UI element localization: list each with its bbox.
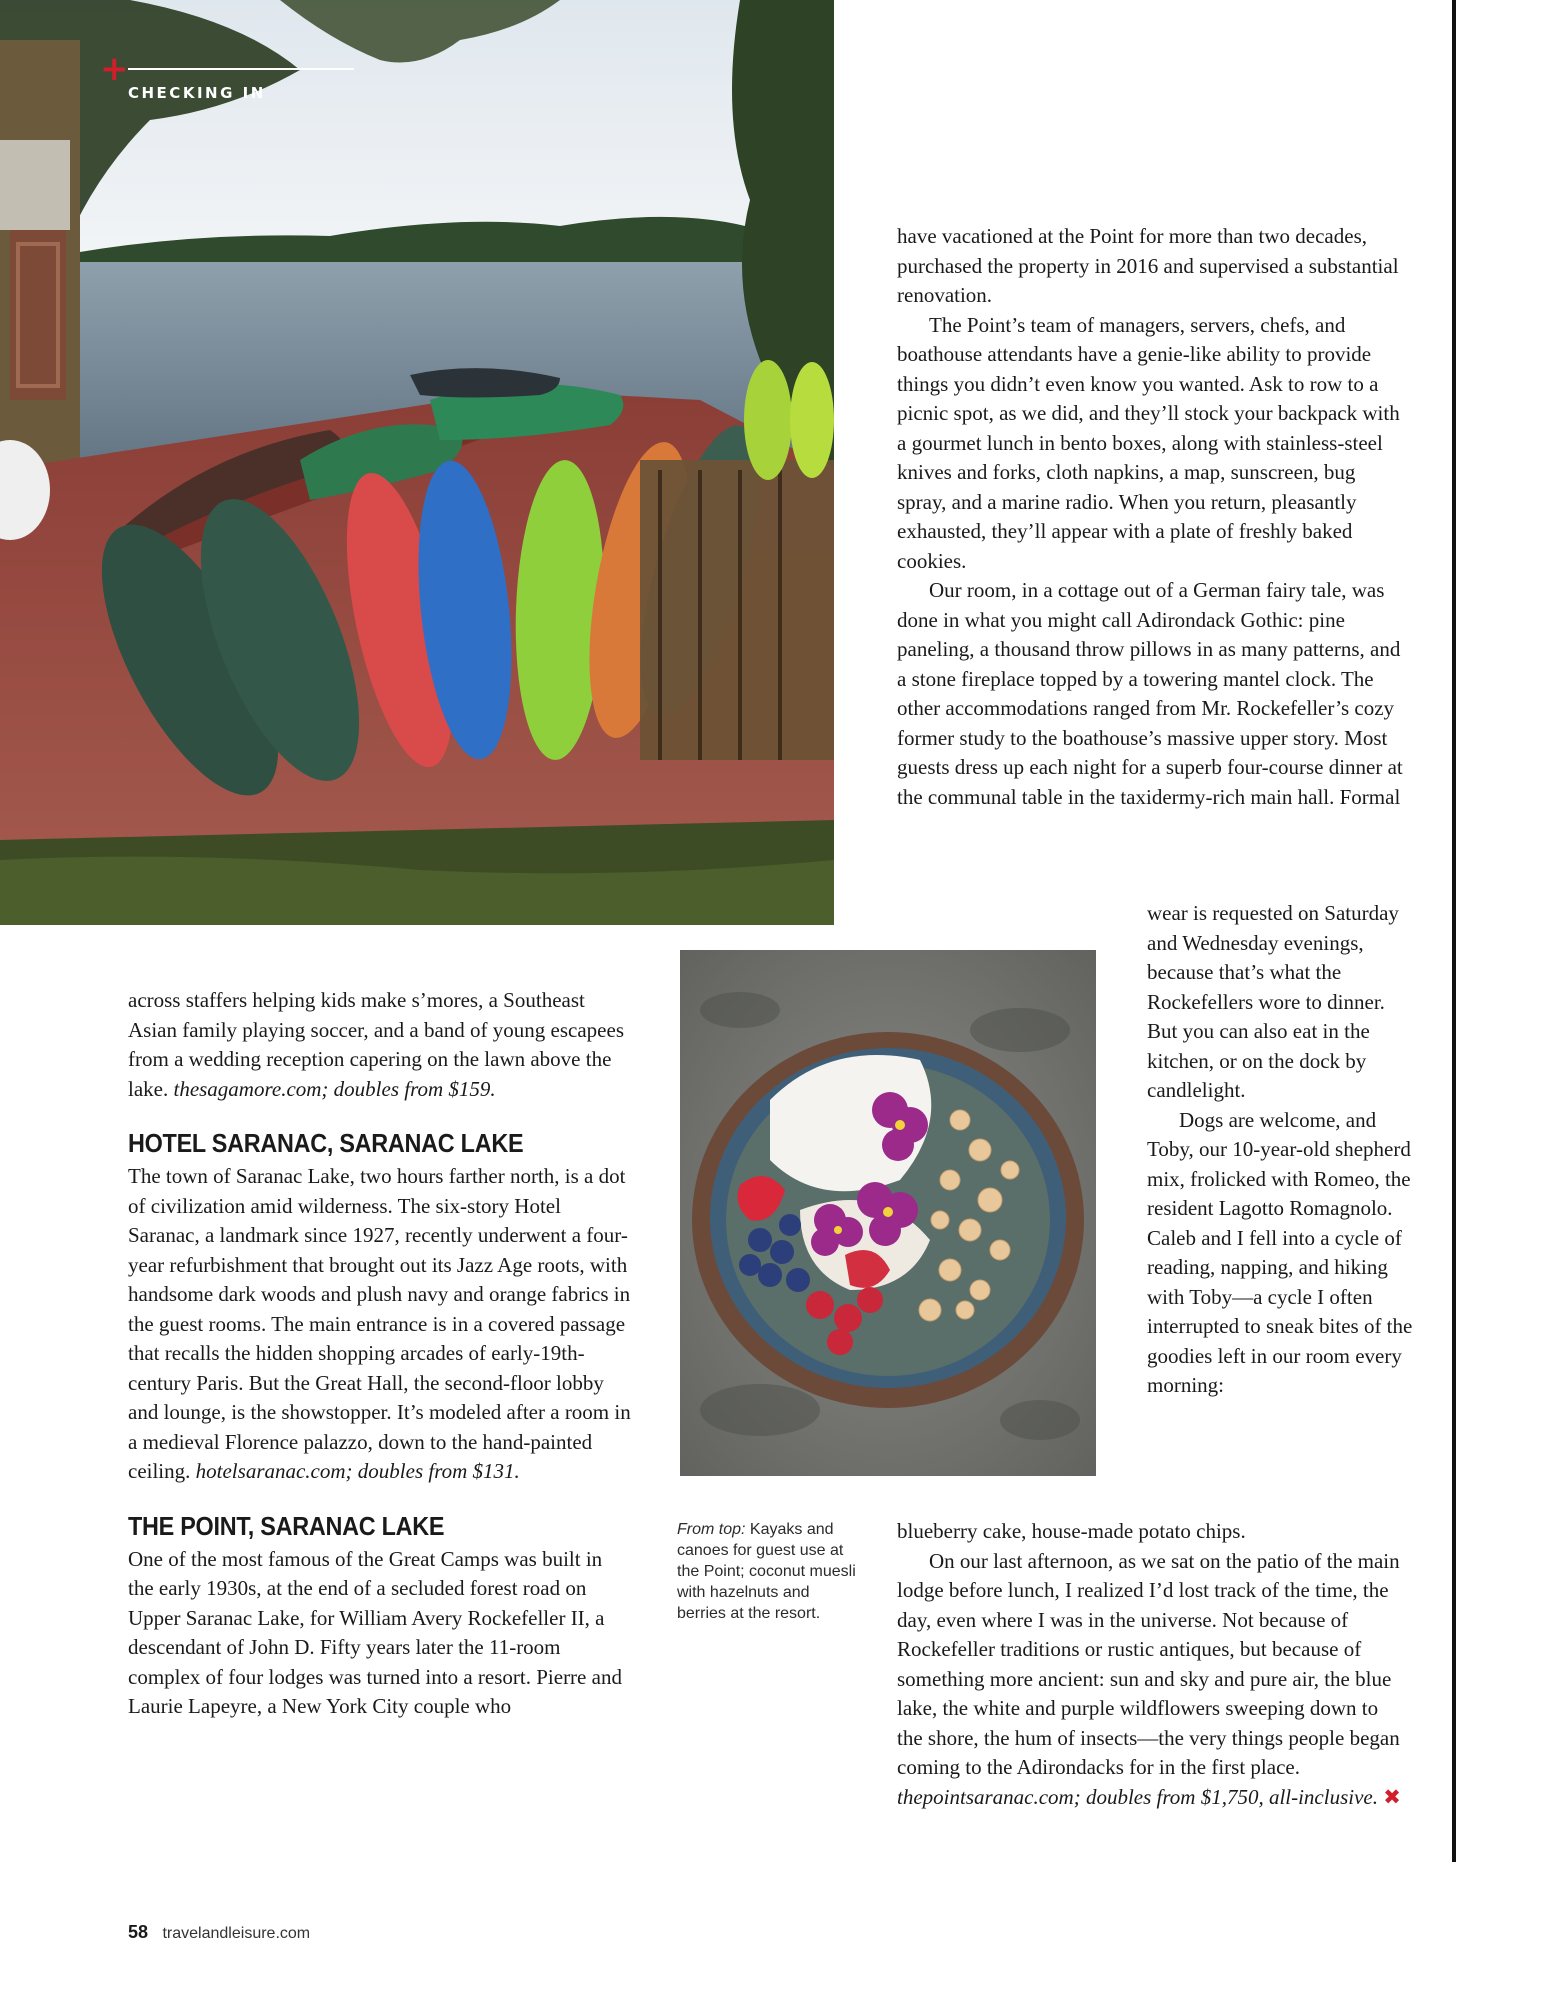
page-number: 58: [128, 1922, 149, 1942]
hotel-saranac-heading: HOTEL SARANAC, SARANAC LAKE: [128, 1128, 524, 1158]
the-point-heading: THE POINT, SARANAC LAKE: [128, 1510, 445, 1541]
paragraph-1: have vacationed at the Point for more than two decades, purchased the property in 2016 and supervised a substantial renovation.: [897, 224, 1399, 307]
the-point-booking: thepointsaranac.com; doubles from $1,750, all-inclusive.: [897, 1784, 1378, 1809]
paragraph-3: Our room, in a cottage out of a German fairy tale, was done in what you might call Adirondack Gothic: pine paneling, a thousand throw pillows in as many patterns, and a stone fireplace topped by a towering mantel clock. The other accommodations ranged from Mr. Rockefeller’s cozy former study to the boathouse’s massive upper story. Most guests dress up each night for a superb four-course dinner at the communal table in the taxidermy-rich main hall. Formal: [897, 578, 1403, 809]
the-point-body: One of the most famous of the Great Camps was built in the early 1930s, at the end of a secluded forest road on Upper Saranac Lake, for William Avery Rockefeller II, a descendant of John D. Fifty years later the 11-room complex of four lodges was turned into a resort. Pierre and Laurie Lapeyre, a New York City couple who: [128, 1546, 622, 1718]
section-label: CHECKING IN: [128, 84, 266, 102]
hotel-saranac-booking: hotelsaranac.com; doubles from $131.: [195, 1459, 520, 1483]
hotel-saranac-body: The town of Saranac Lake, two hours farther north, is a dot of civilization amid wilderness. The six-story Hotel Saranac, a landmark since 1927, recently underwent a four-year refurbishment that brought out its Jazz Age roots, with handsome dark woods and plush navy and orange fabrics in the guest rooms. The main entrance is in a covered passage that recalls the hidden shopping arcades of early-19th-century Paris. But the Great Hall, the second-floor lobby and lounge, is the showstopper. It’s modeled after a room in a medieval Florence palazzo, down to the hand-painted ceiling.: [128, 1164, 631, 1483]
muesli-bowl-photo: [680, 950, 1096, 1476]
intro-text: across staffers helping kids make s’mores, a Southeast Asian family playing soccer, and a band of young escapees from a wedding reception capering on the lawn above the lake.: [128, 988, 624, 1101]
footer-site: travelandleisure.com: [162, 1925, 311, 1942]
left-column: [128, 986, 633, 1722]
right-column-bottom: [897, 1517, 1409, 1812]
intro-booking: thesagamore.com; doubles from $159.: [173, 1076, 496, 1101]
caption-lead: From top:: [677, 1521, 746, 1538]
paragraph-5: On our last afternoon, as we sat on the patio of the main lodge before lunch, I realized I’d lost track of the time, the day, even where I was in the universe. Not because of Rockefeller traditions or rustic antiques, but because of something more ancient: sun and sky and pure air, the blue lake, the white and purple wildflowers sweeping down to the shore, the hum of insects—the very things people began coming to the Adirondacks for in the first place.: [897, 1548, 1400, 1779]
kayaks-dock-photo: [0, 0, 834, 925]
paragraph-3-continued: wear is requested on Saturday and Wednesday evenings, because that’s what the Rockefellers wore to dinner. But you can also eat in the kitchen, or on the dock by candlelight.: [1147, 901, 1399, 1102]
paragraph-2: The Point’s team of managers, servers, chefs, and boathouse attendants have a genie-like ability to provide things you didn’t even know you wanted. Ask to row to a picnic spot, as we did, and they’ll stock your backpack with a gourmet lunch in bento boxes, along with stainless-steel knives and forks, cloth napkins, a map, sunscreen, bug spray, and a marine radio. When you return, pleasantly exhausted, they’ll appear with a plate of freshly baked cookies.: [897, 312, 1400, 573]
page-footer: [128, 1922, 310, 1943]
end-mark-icon: ✖: [1383, 1784, 1401, 1809]
caption-text: Kayaks and canoes for guest use at the Point; coconut muesli with hazelnuts and berries at the resort.: [677, 1521, 856, 1622]
photo-caption: [677, 1519, 862, 1624]
paragraph-4: Dogs are welcome, and Toby, our 10-year-old shepherd mix, frolicked with Romeo, the resident Lagotto Romagnolo. Caleb and I fell into a cycle of reading, napping, and hiking with Toby—a cycle I often interrupted to sneak bites of the goodies left in our room every morning:: [1147, 1107, 1413, 1397]
plus-icon: +: [100, 49, 129, 89]
paragraph-4-continued: blueberry cake, house-made potato chips.: [897, 1519, 1246, 1543]
page-edge-rule: [1452, 0, 1456, 1862]
section-rule: [128, 68, 354, 70]
right-column-top: [897, 222, 1409, 812]
right-column-narrow: [1147, 899, 1413, 1401]
